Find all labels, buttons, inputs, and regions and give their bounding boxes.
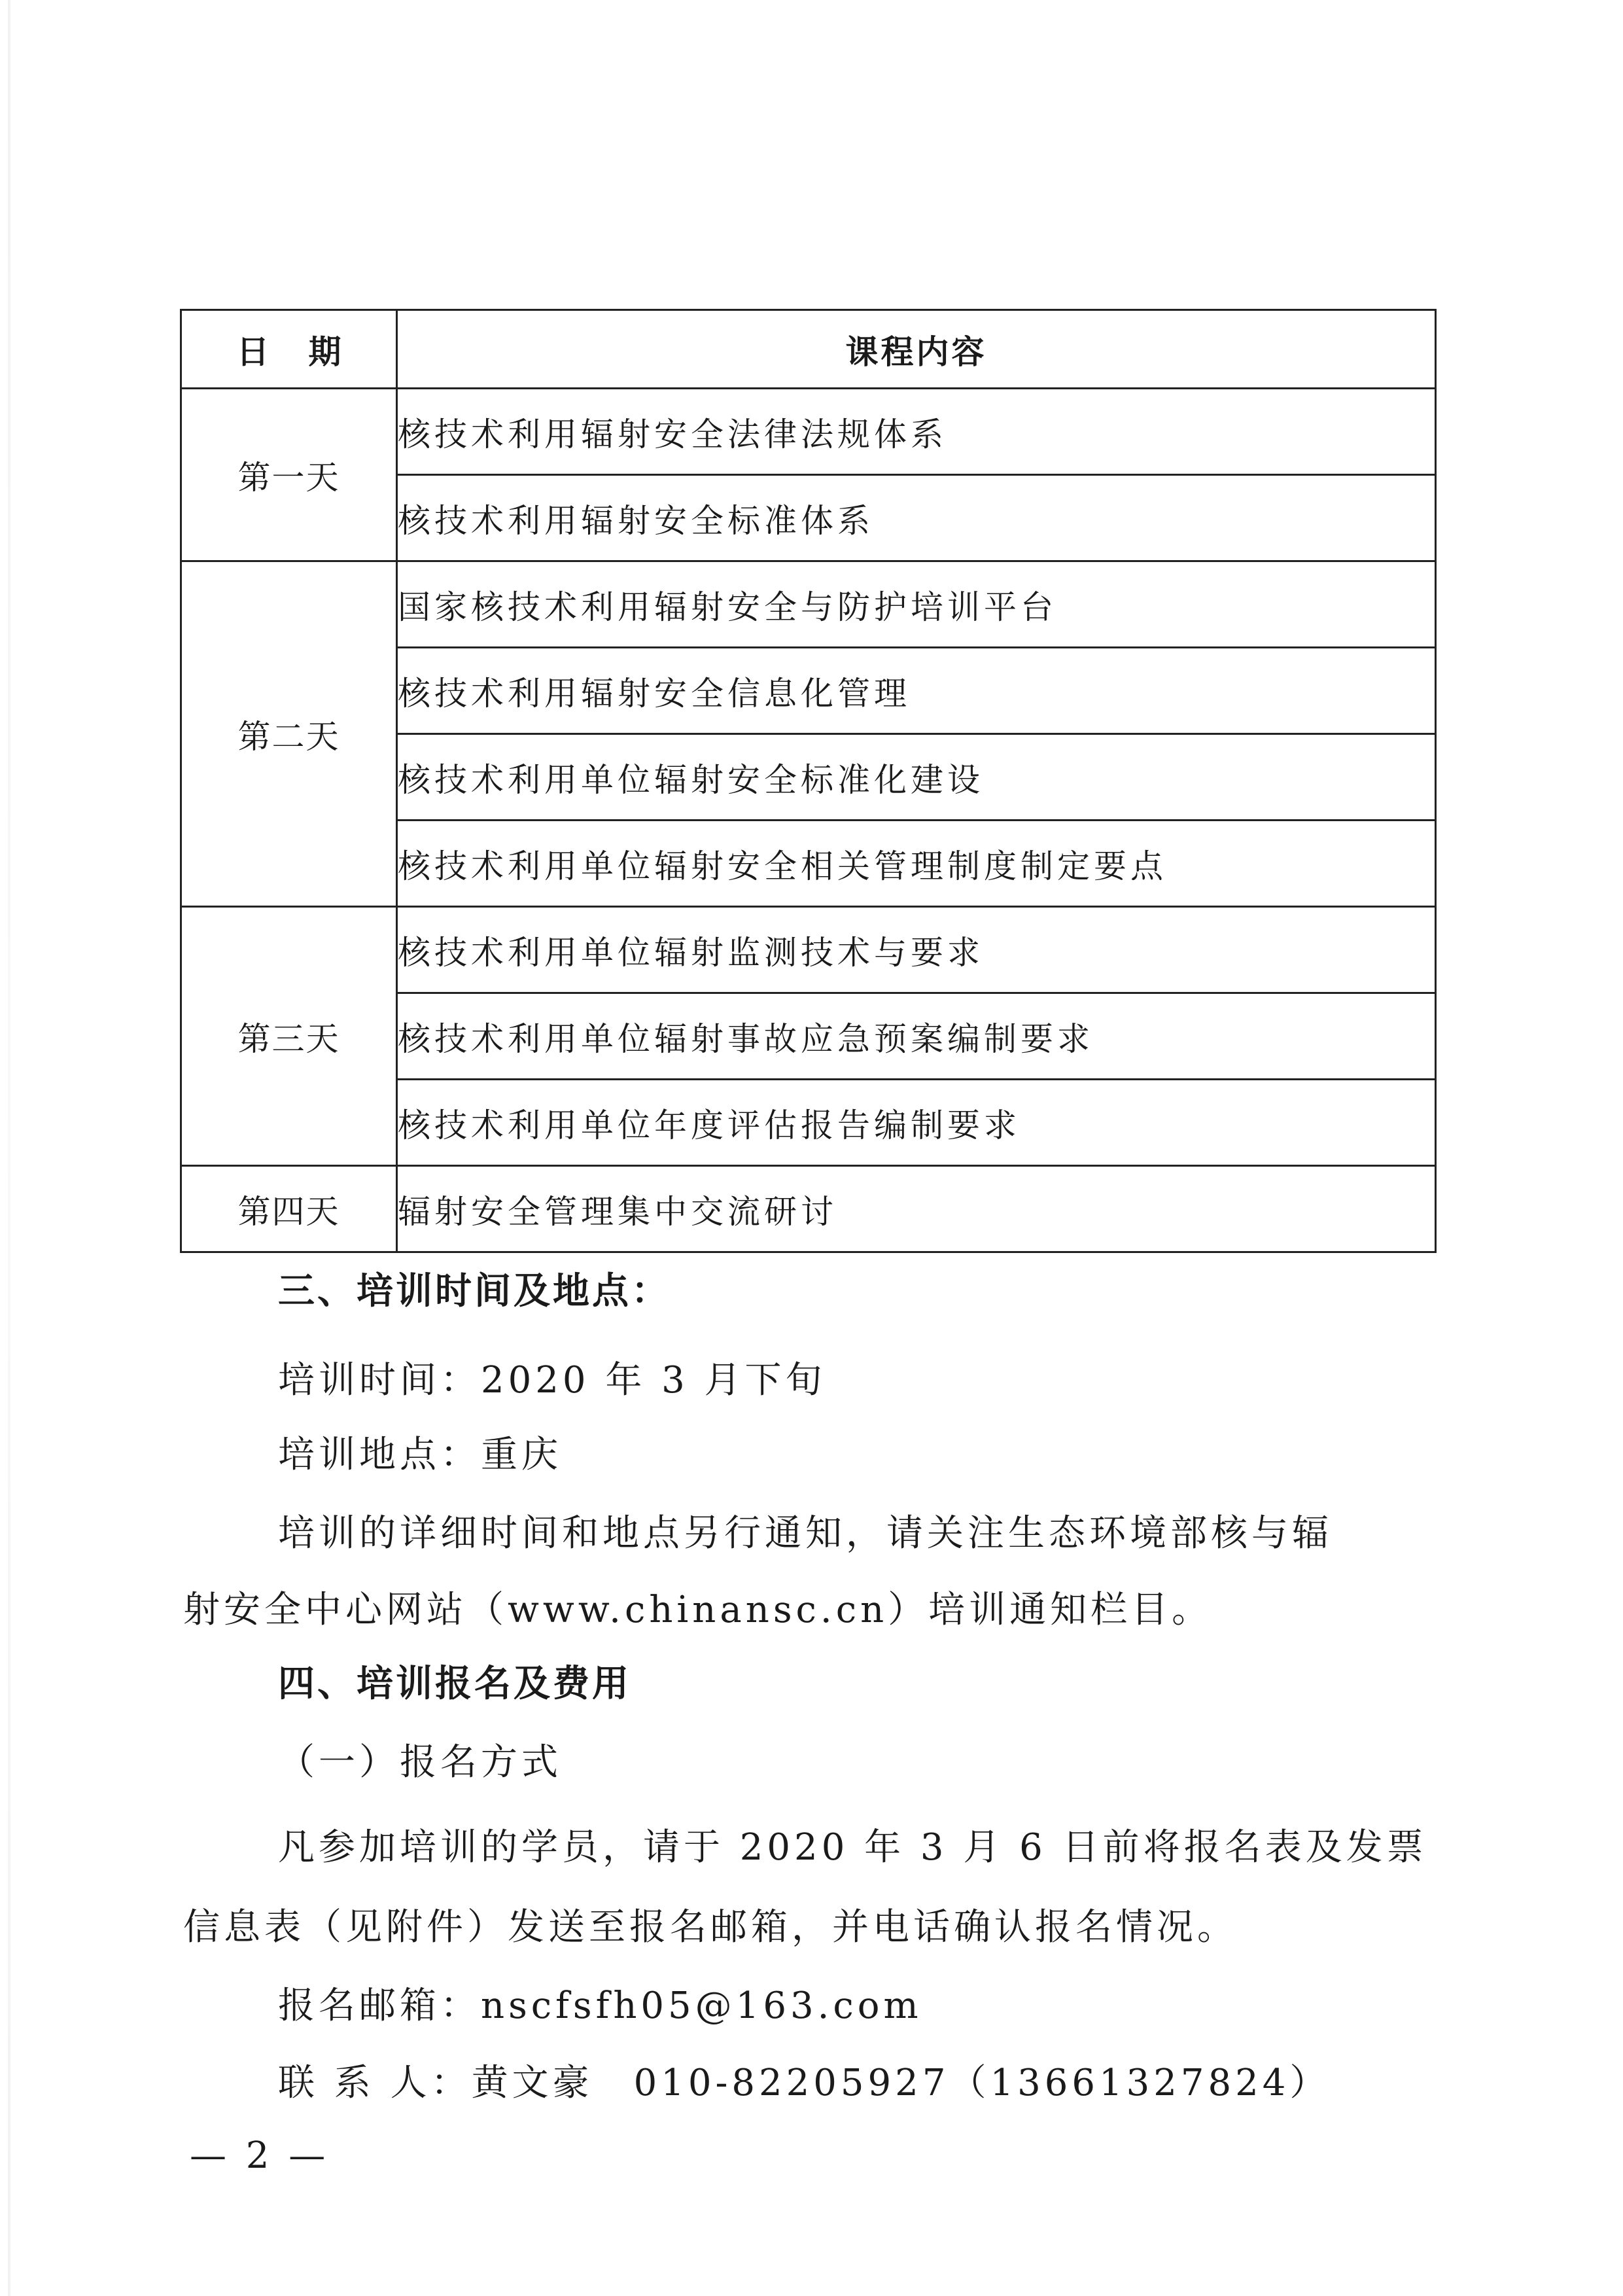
course-cell: 核技术利用单位辐射事故应急预案编制要求 [397, 993, 1436, 1080]
table-row [181, 1166, 1436, 1252]
header-content: 课程内容 [397, 310, 1436, 389]
scan-edge [8, 0, 10, 2296]
signup-para-line1: 凡参加培训的学员，请于 2020 年 3 月 6 日前将报名表及发票 [278, 1826, 1427, 1869]
training-place: 培训地点：重庆 [278, 1434, 562, 1476]
course-cell: 核技术利用辐射安全法律法规体系 [397, 389, 1436, 475]
course-cell: 核技术利用辐射安全信息化管理 [397, 648, 1436, 734]
day-cell: 第三天 [181, 907, 397, 1166]
table-row [181, 561, 1436, 648]
training-note-line1: 培训的详细时间和地点另行通知，请关注生态环境部核与辐 [278, 1512, 1333, 1555]
course-schedule-table [180, 309, 1437, 1253]
course-cell: 核技术利用单位辐射安全相关管理制度制定要点 [397, 821, 1436, 907]
signup-email: 报名邮箱：nscfsfh05@163.com [278, 1985, 922, 2027]
training-note-line2: 射安全中心网站（www.chinansc.cn）培训通知栏目。 [183, 1589, 1213, 1631]
table-header-row [181, 310, 1436, 389]
contact-person: 联 系 人：黄文豪 010-82205927（13661327824） [278, 2062, 1331, 2104]
table-row [181, 389, 1436, 475]
day-cell: 第四天 [181, 1166, 397, 1252]
course-cell: 核技术利用辐射安全标准体系 [397, 475, 1436, 561]
training-time: 培训时间：2020 年 3 月下旬 [278, 1359, 826, 1402]
signup-method-heading: （一）报名方式 [278, 1741, 562, 1784]
table-row [181, 907, 1436, 993]
section3-heading: 三、培训时间及地点： [278, 1269, 671, 1313]
course-cell: 核技术利用单位辐射安全标准化建设 [397, 734, 1436, 821]
signup-para-line2: 信息表（见附件）发送至报名邮箱，并电话确认报名情况。 [183, 1906, 1238, 1949]
section4-heading: 四、培训报名及费用 [278, 1662, 631, 1705]
course-cell: 国家核技术利用辐射安全与防护培训平台 [397, 561, 1436, 648]
header-date: 日期 [181, 310, 397, 389]
day-cell: 第二天 [181, 561, 397, 907]
course-cell: 核技术利用单位辐射监测技术与要求 [397, 907, 1436, 993]
course-cell: 核技术利用单位年度评估报告编制要求 [397, 1080, 1436, 1166]
page-number: — 2 — [190, 2134, 330, 2177]
day-cell: 第一天 [181, 389, 397, 561]
course-cell: 辐射安全管理集中交流研讨 [397, 1166, 1436, 1252]
